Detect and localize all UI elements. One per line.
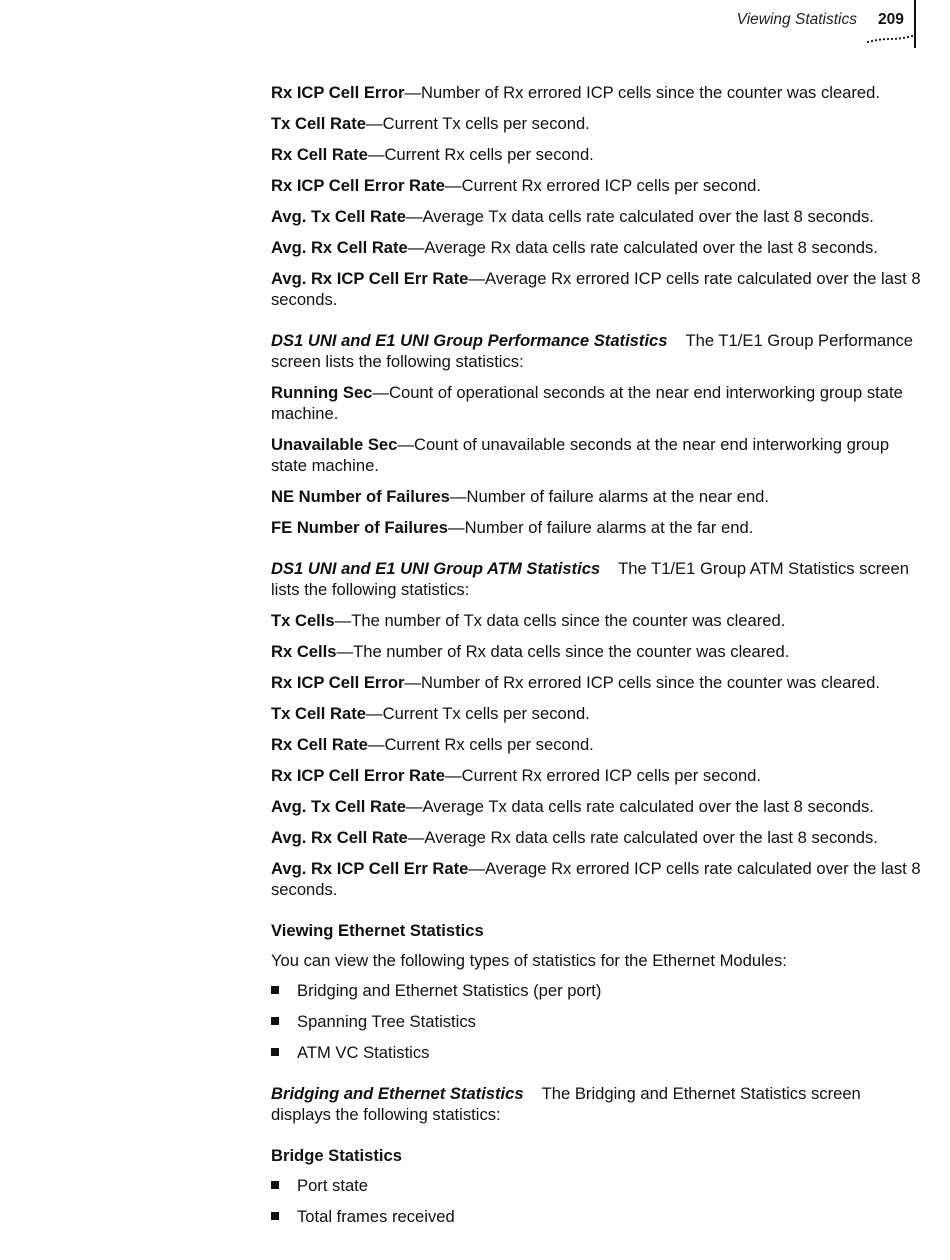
term-name: Rx Cell Rate: [271, 735, 368, 754]
term-entry: [271, 268, 921, 310]
ethernet-section: [271, 920, 921, 1063]
term-name: Unavailable Sec: [271, 435, 398, 454]
bridge-stats-section: [271, 1145, 921, 1227]
term-name: Rx ICP Cell Error Rate: [271, 176, 445, 195]
term-name: FE Number of Failures: [271, 518, 449, 537]
bullet-list: [271, 980, 921, 1063]
group-performance-section: [271, 330, 921, 538]
bullet-list: [271, 1175, 921, 1227]
term-description: —Average Rx errored ICP cells rate calculated over the last 8 seconds.: [271, 859, 921, 899]
term-entry: [271, 734, 921, 755]
term-description: —Current Rx errored ICP cells per second.: [445, 766, 762, 785]
term-description: —Average Rx data cells rate calculated over the last 8 seconds.: [407, 238, 878, 257]
section-intro-text: The T1/E1 Group Performance screen lists the following statistics:: [271, 331, 914, 371]
list-item: [271, 980, 921, 1001]
term-description: —Average Rx errored ICP cells rate calculated over the last 8 seconds.: [271, 269, 921, 309]
term-name: Rx ICP Cell Error: [271, 673, 405, 692]
bridging-section: [271, 1083, 921, 1125]
term-name: Avg. Rx ICP Cell Err Rate: [271, 269, 469, 288]
term-entry: [271, 144, 921, 165]
section-intro-text: The T1/E1 Group ATM Statistics screen lists the following statistics:: [271, 559, 909, 599]
term-entry: [271, 113, 921, 134]
term-name: Rx ICP Cell Error: [271, 83, 405, 102]
term-description: —Number of Rx errored ICP cells since the counter was cleared.: [404, 83, 881, 102]
term-entry: [271, 382, 921, 424]
term-name: Tx Cell Rate: [271, 114, 366, 133]
list-item: [271, 1206, 921, 1227]
term-name: NE Number of Failures: [271, 487, 450, 506]
page-body: [271, 82, 921, 1237]
term-description: —The number of Rx data cells since the counter was cleared.: [336, 642, 790, 661]
term-name: Tx Cells: [271, 611, 335, 630]
page-header: [0, 0, 950, 60]
term-description: —Current Rx cells per second.: [367, 145, 594, 164]
list-item-text: ATM VC Statistics: [297, 1043, 430, 1062]
section-intro: [271, 330, 921, 372]
term-description: —Current Tx cells per second.: [366, 114, 590, 133]
list-item: [271, 1175, 921, 1196]
term-name: Rx ICP Cell Error Rate: [271, 766, 445, 785]
square-bullet-icon: [271, 1017, 279, 1025]
term-entry: [271, 82, 921, 103]
page-number-rule: [914, 0, 916, 48]
term-entry: [271, 672, 921, 693]
term-entry: [271, 858, 921, 900]
term-entry: [271, 237, 921, 258]
term-description: —Number of Rx errored ICP cells since the counter was cleared.: [404, 673, 881, 692]
term-description: —The number of Tx data cells since the counter was cleared.: [334, 611, 786, 630]
term-entry: [271, 434, 921, 476]
term-name: Avg. Rx ICP Cell Err Rate: [271, 859, 469, 878]
dotted-corner-ornament: [866, 34, 914, 44]
term-list-continued: [271, 82, 921, 310]
square-bullet-icon: [271, 1048, 279, 1056]
term-description: —Current Rx errored ICP cells per second.: [445, 176, 762, 195]
term-entry: [271, 517, 921, 538]
list-item-text: Total frames received: [297, 1207, 455, 1226]
run-in-heading: Bridging and Ethernet Statistics: [271, 1084, 524, 1103]
term-description: —Count of unavailable seconds at the near end interworking group state machine.: [271, 435, 890, 475]
term-description: —Average Tx data cells rate calculated over the last 8 seconds.: [405, 207, 874, 226]
term-name: Running Sec: [271, 383, 373, 402]
term-entry: [271, 703, 921, 724]
term-entry: [271, 765, 921, 786]
square-bullet-icon: [271, 1212, 279, 1220]
section-heading: Bridge Statistics: [271, 1146, 402, 1165]
term-entry: [271, 610, 921, 631]
term-entry: [271, 206, 921, 227]
term-description: —Current Rx cells per second.: [367, 735, 594, 754]
term-entry: [271, 796, 921, 817]
list-item-text: Bridging and Ethernet Statistics (per port): [297, 981, 602, 1000]
term-entry: [271, 486, 921, 507]
term-description: —Number of failure alarms at the near end.: [449, 487, 770, 506]
term-description: —Number of failure alarms at the far end.: [448, 518, 754, 537]
section-intro: [271, 558, 921, 600]
list-item-text: Spanning Tree Statistics: [297, 1012, 476, 1031]
term-name: Rx Cell Rate: [271, 145, 368, 164]
section-intro-text: The Bridging and Ethernet Statistics screen displays the following statistics:: [271, 1084, 861, 1124]
term-name: Rx Cells: [271, 642, 337, 661]
list-item: [271, 1042, 921, 1063]
run-in-heading: DS1 UNI and E1 UNI Group Performance Statistics: [271, 331, 668, 350]
term-entry: [271, 641, 921, 662]
term-description: —Count of operational seconds at the near end interworking group state machine.: [271, 383, 903, 423]
term-description: —Average Tx data cells rate calculated over the last 8 seconds.: [405, 797, 874, 816]
list-item: [271, 1011, 921, 1032]
term-description: —Current Tx cells per second.: [366, 704, 590, 723]
run-in-heading: DS1 UNI and E1 UNI Group ATM Statistics: [271, 559, 601, 578]
running-head: Viewing Statistics: [736, 11, 857, 28]
square-bullet-icon: [271, 1181, 279, 1189]
page-number: 209: [878, 11, 904, 28]
section-paragraph: You can view the following types of statistics for the Ethernet Modules:: [271, 951, 787, 970]
term-name: Avg. Tx Cell Rate: [271, 797, 406, 816]
square-bullet-icon: [271, 986, 279, 994]
group-atm-section: [271, 558, 921, 900]
term-name: Avg. Tx Cell Rate: [271, 207, 406, 226]
term-description: —Average Rx data cells rate calculated over the last 8 seconds.: [407, 828, 878, 847]
term-name: Tx Cell Rate: [271, 704, 366, 723]
section-heading: Viewing Ethernet Statistics: [271, 921, 484, 940]
list-item-text: Port state: [297, 1176, 369, 1195]
term-entry: [271, 827, 921, 848]
term-entry: [271, 175, 921, 196]
term-name: Avg. Rx Cell Rate: [271, 238, 408, 257]
section-intro: [271, 1083, 921, 1125]
term-name: Avg. Rx Cell Rate: [271, 828, 408, 847]
